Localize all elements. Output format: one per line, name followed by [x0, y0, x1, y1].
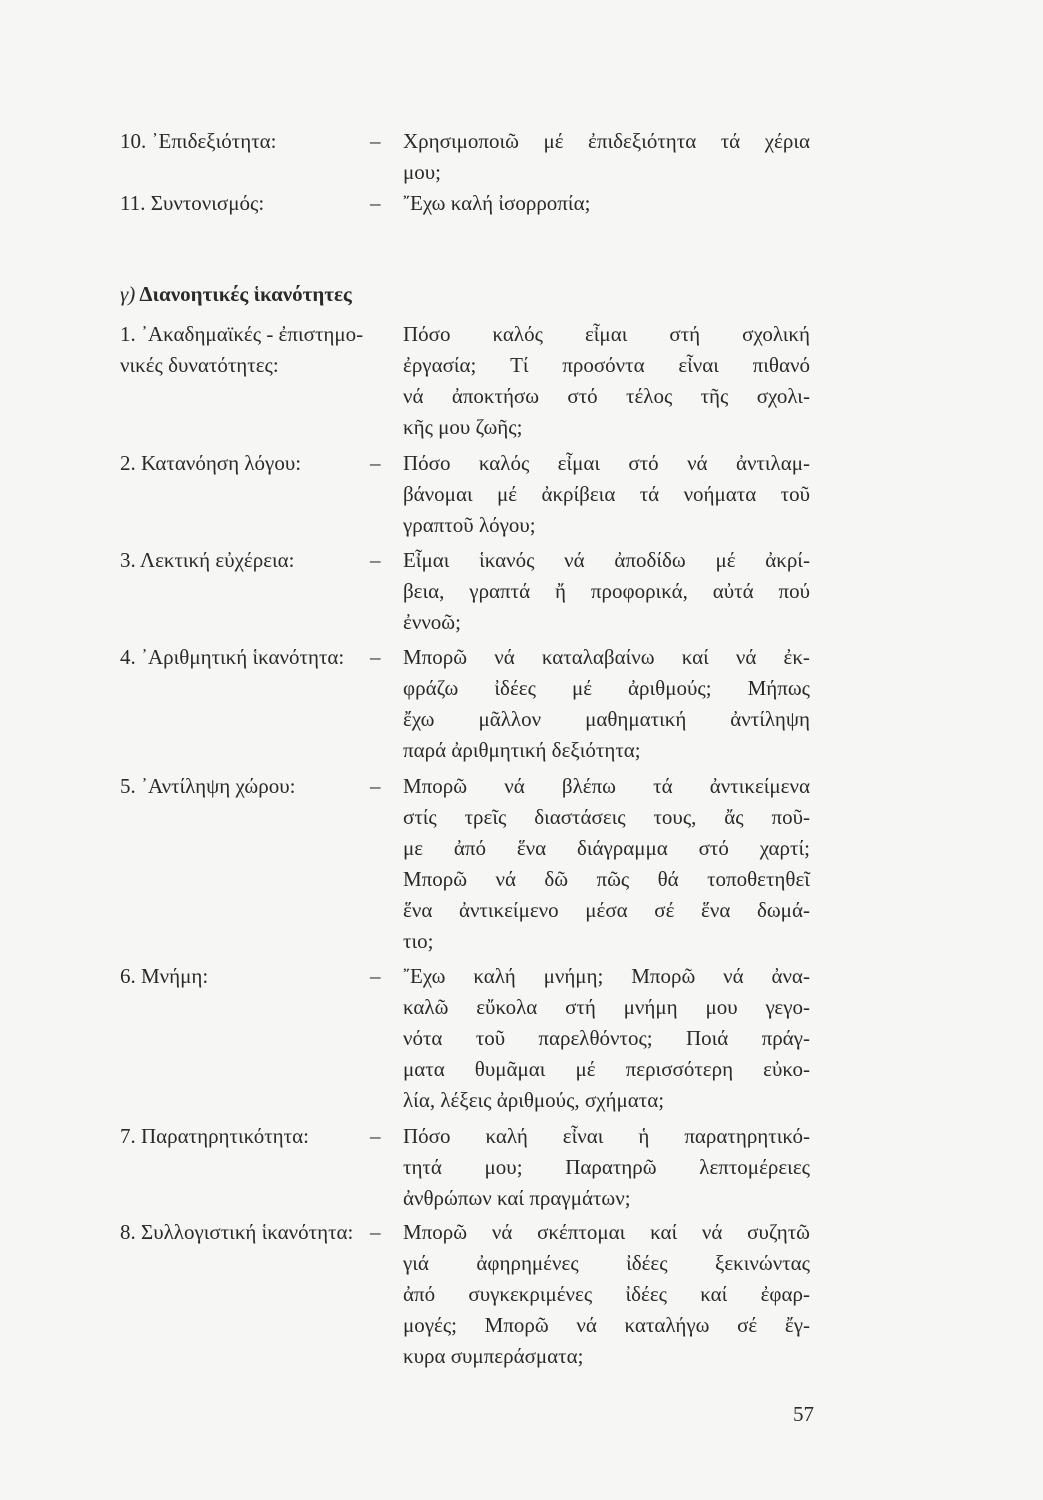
word: δῶ — [544, 867, 569, 891]
description-line — [403, 576, 810, 607]
item-label-line: 6. Μνήμη: — [120, 964, 209, 988]
description-line — [403, 545, 810, 576]
word: Πόσο — [403, 1124, 451, 1148]
word: εἶμαι — [584, 322, 628, 346]
word: τέλος — [626, 384, 673, 408]
description-line — [403, 1121, 810, 1152]
word: ποῦ- — [771, 805, 810, 829]
description-line — [403, 1310, 810, 1341]
list-item — [120, 1217, 820, 1368]
word: μέ — [496, 482, 518, 506]
item-label — [120, 126, 277, 157]
word: νά — [403, 384, 424, 408]
item-label — [120, 771, 295, 802]
description-line — [403, 642, 810, 673]
item-description — [403, 319, 810, 443]
description-line — [403, 992, 810, 1023]
description-line — [403, 1152, 810, 1183]
item-label-line: νικές δυνατότητες: — [120, 353, 279, 377]
item-dash: – — [370, 1220, 381, 1244]
word: Παρατηρῶ — [565, 1155, 657, 1179]
word: χέρια — [764, 129, 810, 153]
word: νοήματα — [683, 482, 757, 506]
item-description — [403, 126, 810, 188]
word: ἤ — [555, 579, 566, 603]
word: ἀκρίβεια — [541, 482, 616, 506]
word: καλός — [478, 451, 530, 475]
description-line — [403, 479, 810, 510]
item-description — [403, 771, 810, 957]
word: μου — [705, 995, 738, 1019]
word: σκέπτομαι — [537, 1220, 626, 1244]
description-line: ἐννοῶ; — [403, 610, 461, 634]
description-line: γραπτοῦ λόγου; — [403, 513, 536, 537]
word: ἀποδίδω — [614, 548, 686, 572]
word: θυμᾶμαι — [474, 1057, 546, 1081]
item-label — [120, 188, 264, 219]
word: νά — [701, 1220, 723, 1244]
list-item — [120, 545, 820, 634]
word: εὐκο- — [763, 1057, 810, 1081]
description-line — [403, 126, 810, 157]
word: διάγραμμα — [576, 836, 668, 860]
item-label-line: 2. Κατανόηση λόγου: — [120, 451, 302, 475]
item-dash: – — [370, 774, 381, 798]
word: καί — [650, 1220, 678, 1244]
word: με — [403, 836, 424, 860]
word: μαθηματική — [585, 707, 687, 731]
description-line — [403, 1279, 810, 1310]
word: νά — [491, 1220, 513, 1244]
description-line: λία, λέξεις ἀριθμούς, σχήματα; — [403, 1088, 665, 1112]
word: ἀποκτήσω — [451, 384, 540, 408]
word: μέ — [575, 1057, 596, 1081]
word: ἐπιδεξιότητα — [588, 129, 697, 153]
word: λεπτομέρειες — [699, 1155, 810, 1179]
word: Μπορῶ — [403, 774, 468, 798]
word: ἕνα — [403, 898, 433, 922]
word: προφορικά, — [590, 579, 688, 603]
word: τοῦ — [475, 1026, 506, 1050]
word: Τί — [510, 353, 529, 377]
word: καλή — [473, 964, 516, 988]
item-description — [403, 961, 810, 1116]
word: μογές; — [403, 1313, 458, 1337]
word: γεγο- — [765, 995, 810, 1019]
word: ἰδέες — [625, 1282, 667, 1306]
word: ἀντίληψη — [730, 707, 810, 731]
description-line — [403, 1217, 810, 1248]
word: Μπορῶ — [484, 1313, 549, 1337]
item-dash: – — [370, 129, 381, 153]
description-line — [403, 802, 810, 833]
word: ἐκ- — [783, 645, 810, 669]
item-label-line: 11. Συντονισμός: — [120, 191, 265, 215]
word: ἀνα- — [771, 964, 810, 988]
page-number: 57 — [793, 1402, 814, 1426]
word: μου; — [484, 1155, 523, 1179]
word: ἔχω — [403, 707, 435, 731]
word: χαρτί; — [759, 836, 810, 860]
word: δωμά- — [756, 898, 810, 922]
word: σχολι- — [756, 384, 810, 408]
word: ματα — [403, 1057, 445, 1081]
word: καλή — [485, 1124, 528, 1148]
description-line — [403, 1248, 810, 1279]
word: σέ — [737, 1313, 758, 1337]
word: συγκεκριμένες — [468, 1282, 593, 1306]
item-description — [403, 642, 810, 766]
word: νά — [494, 645, 515, 669]
item-label — [120, 1121, 309, 1152]
item-dash: – — [370, 1124, 381, 1148]
word: ἀντιλαμ- — [735, 451, 810, 475]
description-line — [403, 448, 810, 479]
word: ἄς — [724, 805, 744, 829]
word: νά — [504, 774, 525, 798]
item-dash: – — [370, 548, 381, 572]
word: ἰδέες — [494, 676, 536, 700]
item-label — [120, 642, 344, 673]
item-label-line: 1. ᾽Ακαδημαϊκές - ἐπιστημο- — [120, 322, 364, 346]
item-label-line: 8. Συλλογιστική ἱκανότητα: — [120, 1220, 354, 1244]
description-line — [403, 771, 810, 802]
item-label-line: 10. ᾽Επιδεξιότητα: — [120, 129, 277, 153]
word: προσόντα — [562, 353, 645, 377]
word: αὐτά — [712, 579, 754, 603]
item-label — [120, 545, 295, 576]
word: στή — [565, 995, 596, 1019]
word: βλέπω — [561, 774, 617, 798]
description-line: κυρα συμπεράσματα; — [403, 1344, 584, 1368]
item-label-line: 4. ᾽Αριθμητική ἱκανότητα: — [120, 645, 345, 669]
item-label — [120, 319, 363, 381]
item-label — [120, 961, 208, 992]
word: μνήμη; — [543, 964, 604, 988]
description-line — [403, 895, 810, 926]
word: πράγ- — [761, 1026, 810, 1050]
word: Μπορῶ — [403, 1220, 468, 1244]
word: νότα — [403, 1026, 443, 1050]
word: ἀντικείμενα — [709, 774, 810, 798]
word: ξεκινώντας — [714, 1251, 810, 1275]
word: ἕνα — [516, 836, 547, 860]
description-line — [403, 1023, 810, 1054]
word: στό — [698, 836, 729, 860]
word: μέ — [715, 548, 736, 572]
word: Ποιά — [685, 1026, 729, 1050]
list-item — [120, 642, 820, 762]
word: τρεῖς — [464, 805, 507, 829]
description-line — [403, 350, 810, 381]
word: νά — [735, 645, 757, 669]
item-label — [120, 1217, 353, 1248]
word: βεια, — [403, 579, 445, 603]
word: παρατηρητικό- — [684, 1124, 810, 1148]
description-line: ῎Εχω καλή ἰσορροπία; — [403, 191, 591, 215]
description-line — [403, 704, 810, 735]
item-description — [403, 1217, 810, 1372]
list-item — [120, 1121, 820, 1210]
word: παρελθόντος; — [538, 1026, 653, 1050]
word: τά — [639, 482, 660, 506]
word: νά — [687, 451, 708, 475]
list-item — [120, 188, 820, 215]
word: ἀκρί- — [765, 548, 810, 572]
item-description — [403, 448, 810, 541]
description-line — [403, 961, 810, 992]
word: Πόσο — [403, 451, 451, 475]
word: μέσα — [585, 898, 628, 922]
word: τητά — [403, 1155, 442, 1179]
word: ἱκανός — [479, 548, 535, 572]
word: Πόσο — [403, 322, 451, 346]
word: περισσότερη — [625, 1057, 734, 1081]
word: στό — [628, 451, 659, 475]
list-item — [120, 448, 820, 537]
item-description — [403, 545, 810, 638]
list-item — [120, 126, 820, 184]
word: εὔκολα — [476, 995, 538, 1019]
description-line — [403, 381, 810, 412]
item-label — [120, 448, 301, 479]
description-line: ἀνθρώπων καί πραγμάτων; — [403, 1186, 631, 1210]
section-marker: γ) — [120, 282, 136, 306]
word: νά — [564, 548, 585, 572]
word: μέ — [543, 129, 564, 153]
word: καταλήγω — [624, 1313, 710, 1337]
word: μνήμη — [623, 995, 678, 1019]
word: στή — [669, 322, 701, 346]
word: εἶμαι — [557, 451, 601, 475]
word: Μπορῶ — [403, 867, 468, 891]
section-title: Διανοητικές ἱκανότητες — [139, 282, 352, 306]
word: τους, — [653, 805, 697, 829]
word: καλῶ — [403, 995, 449, 1019]
description-line — [403, 833, 810, 864]
word: καί — [700, 1282, 728, 1306]
word: τοποθετηθεῖ — [707, 867, 810, 891]
word: γραπτά — [469, 579, 531, 603]
description-line — [403, 1054, 810, 1085]
word: εἶναι — [678, 353, 719, 377]
word: συζητῶ — [747, 1220, 810, 1244]
word: ἕνα — [701, 898, 731, 922]
word: πού — [778, 579, 810, 603]
item-label-line: 5. ᾽Αντίληψη χώρου: — [120, 774, 296, 798]
item-description — [403, 188, 810, 219]
description-line — [403, 319, 810, 350]
word: γιά — [403, 1251, 429, 1275]
word: ἀντικείμενο — [458, 898, 559, 922]
word: τῆς — [700, 384, 729, 408]
item-label-line: 7. Παρατηρητικότητα: — [120, 1124, 309, 1148]
item-dash: – — [370, 451, 381, 475]
description-line — [403, 864, 810, 895]
word: ἔγ- — [784, 1313, 810, 1337]
word: καί — [681, 645, 709, 669]
word: Χρησιμοποιῶ — [403, 129, 519, 153]
word: νά — [495, 867, 516, 891]
item-label-line: 3. Λεκτική εὐχέρεια: — [120, 548, 295, 572]
word: πῶς — [596, 867, 630, 891]
word: φράζω — [403, 676, 459, 700]
word: νά — [576, 1313, 597, 1337]
description-line: παρά ἀριθμητική δεξιότητα; — [403, 738, 641, 762]
description-line — [403, 673, 810, 704]
list-item — [120, 961, 820, 1112]
description-line: κῆς μου ζωῆς; — [403, 415, 523, 439]
list-item — [120, 771, 820, 953]
word: σέ — [654, 898, 675, 922]
word: νά — [723, 964, 744, 988]
word: καταλαβαίνω — [541, 645, 655, 669]
description-line: τιο; — [403, 929, 434, 953]
word: ἀφηρημένες — [476, 1251, 579, 1275]
list-item — [120, 319, 820, 439]
word: μᾶλλον — [478, 707, 542, 731]
word: ἐργασία; — [403, 353, 477, 377]
word: στίς — [403, 805, 437, 829]
word: ῎Εχω — [403, 964, 446, 988]
word: τά — [720, 129, 741, 153]
word: καλός — [492, 322, 543, 346]
word: εἶναι — [562, 1124, 604, 1148]
word: μέ — [571, 676, 593, 700]
item-description — [403, 1121, 810, 1214]
word: Μπορῶ — [403, 645, 468, 669]
word: σχολική — [742, 322, 810, 346]
item-dash: – — [370, 191, 381, 215]
word: ἰδέες — [626, 1251, 668, 1275]
word: πιθανό — [752, 353, 810, 377]
word: τά — [653, 774, 673, 798]
word: ἐφαρ- — [760, 1282, 810, 1306]
item-dash: – — [370, 645, 381, 669]
word: Μήπως — [747, 676, 810, 700]
word: διαστάσεις — [534, 805, 626, 829]
word: ἀπό — [403, 1282, 436, 1306]
item-dash: – — [370, 964, 381, 988]
word: βάνομαι — [403, 482, 473, 506]
word: στό — [567, 384, 598, 408]
word: θά — [657, 867, 679, 891]
section-heading — [120, 282, 352, 307]
word: τοῦ — [780, 482, 810, 506]
word: ἡ — [638, 1124, 650, 1148]
word: ἀπό — [453, 836, 486, 860]
word: Μπορῶ — [631, 964, 696, 988]
description-line: μου; — [403, 160, 441, 184]
word: Εἶμαι — [403, 548, 450, 572]
word: ἀριθμούς; — [628, 676, 712, 700]
